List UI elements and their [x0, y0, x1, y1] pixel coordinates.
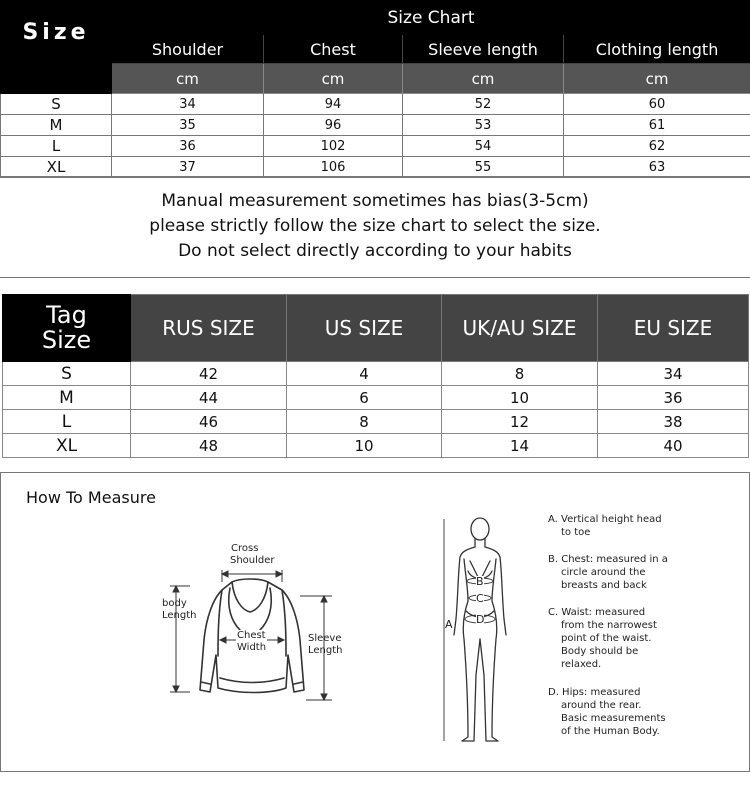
- value-cell: 6: [287, 386, 442, 410]
- col-header-sleeve-length: Sleeve length: [403, 35, 564, 64]
- note-line: Body should be: [561, 646, 639, 657]
- value-cell: 44: [131, 386, 287, 410]
- col-header-us-size: US SIZE: [287, 295, 442, 362]
- value-cell: 102: [264, 136, 403, 157]
- measure-note-d: [548, 686, 744, 738]
- note-line: B. Chest: measured in a: [548, 554, 668, 565]
- value-cell: 52: [403, 94, 564, 115]
- label-line: Chest: [237, 630, 266, 641]
- measure-note-b: [548, 553, 744, 592]
- col-header-rus-size: RUS SIZE: [131, 295, 287, 362]
- col-header-clothing-length: Clothing length: [564, 35, 750, 64]
- note-line: breasts and back: [561, 580, 647, 591]
- size-cell: XL: [1, 157, 112, 178]
- col-header-eu-size: EU SIZE: [598, 295, 749, 362]
- measure-note-c: [548, 606, 744, 671]
- marker-c: C: [476, 592, 484, 605]
- tag-label: Tag: [46, 301, 87, 329]
- table-row: [3, 410, 749, 434]
- measurement-notice: [0, 176, 750, 278]
- size-cell: S: [3, 362, 131, 386]
- value-cell: 10: [442, 386, 598, 410]
- sleeve-length-label: [308, 633, 343, 657]
- col-header-chest: Chest: [264, 35, 403, 64]
- note-line: D. Hips: measured: [548, 687, 641, 698]
- table-row: [1, 115, 750, 136]
- value-cell: 12: [442, 410, 598, 434]
- value-cell: 94: [264, 94, 403, 115]
- note-line: C. Waist: measured: [548, 607, 646, 618]
- size-column-header: Size: [1, 1, 112, 64]
- table-row: [1, 157, 750, 178]
- notice-line: Manual measurement sometimes has bias(3-5cm): [161, 191, 589, 211]
- value-cell: 37: [112, 157, 264, 178]
- human-body-illustration: [440, 515, 520, 747]
- value-cell: 46: [131, 410, 287, 434]
- unit-cell: cm: [564, 64, 750, 94]
- value-cell: 53: [403, 115, 564, 136]
- table-row: [1, 94, 750, 115]
- note-line: circle around the: [561, 567, 646, 578]
- value-cell: 10: [287, 434, 442, 458]
- unit-spacer: [1, 64, 112, 94]
- value-cell: 60: [564, 94, 750, 115]
- table-row: [3, 434, 749, 458]
- table-row: [3, 362, 749, 386]
- size-cell: M: [3, 386, 131, 410]
- marker-a: A: [445, 618, 453, 631]
- size-label: Size: [41, 326, 92, 354]
- size-cell: S: [1, 94, 112, 115]
- value-cell: 62: [564, 136, 750, 157]
- tag-size-table: [2, 294, 749, 458]
- value-cell: 36: [112, 136, 264, 157]
- table-row: [1, 136, 750, 157]
- measure-note-a: [548, 513, 744, 539]
- note-line: around the rear.: [561, 700, 642, 711]
- table-row: [3, 386, 749, 410]
- value-cell: 14: [442, 434, 598, 458]
- size-chart-title: Size Chart: [112, 1, 750, 35]
- value-cell: 4: [287, 362, 442, 386]
- size-cell: M: [1, 115, 112, 136]
- size-chart-table: [0, 0, 750, 178]
- value-cell: 96: [264, 115, 403, 136]
- label-line: body: [162, 598, 187, 609]
- value-cell: 35: [112, 115, 264, 136]
- note-line: relaxed.: [561, 659, 602, 670]
- value-cell: 55: [403, 157, 564, 178]
- value-cell: 8: [442, 362, 598, 386]
- unit-cell: cm: [112, 64, 264, 94]
- value-cell: 54: [403, 136, 564, 157]
- note-line: point of the waist.: [561, 633, 652, 644]
- note-line: to toe: [561, 527, 591, 538]
- note-line: from the narrowest: [561, 620, 657, 631]
- cross-shoulder-label: [231, 543, 275, 567]
- note-line: of the Human Body.: [561, 726, 660, 737]
- value-cell: 38: [598, 410, 749, 434]
- notice-line: Do not select directly according to your habits: [178, 241, 572, 261]
- note-line: Basic measurements: [561, 713, 666, 724]
- value-cell: 61: [564, 115, 750, 136]
- size-cell: L: [3, 410, 131, 434]
- label-line: Length: [308, 645, 343, 656]
- label-line: Sleeve: [308, 633, 342, 644]
- value-cell: 34: [598, 362, 749, 386]
- value-cell: 36: [598, 386, 749, 410]
- col-header-uk-au-size: UK/AU SIZE: [442, 295, 598, 362]
- value-cell: 48: [131, 434, 287, 458]
- value-cell: 40: [598, 434, 749, 458]
- unit-cell: cm: [264, 64, 403, 94]
- marker-b: B: [476, 575, 484, 588]
- tag-size-header: [3, 295, 131, 362]
- value-cell: 63: [564, 157, 750, 178]
- label-line: Shoulder: [230, 555, 275, 566]
- unit-cell: cm: [403, 64, 564, 94]
- value-cell: 42: [131, 362, 287, 386]
- size-cell: L: [1, 136, 112, 157]
- col-header-shoulder: Shoulder: [112, 35, 264, 64]
- label-line: Length: [162, 610, 197, 621]
- size-cell: XL: [3, 434, 131, 458]
- body-length-label: [162, 598, 197, 622]
- note-line: A. Vertical height head: [548, 514, 662, 525]
- value-cell: 8: [287, 410, 442, 434]
- chest-width-label: [236, 630, 267, 654]
- value-cell: 34: [112, 94, 264, 115]
- value-cell: 106: [264, 157, 403, 178]
- label-line: Width: [237, 642, 267, 653]
- notice-line: please strictly follow the size chart to select the size.: [149, 216, 601, 236]
- how-to-measure-title: How To Measure: [26, 488, 156, 507]
- marker-d: D: [476, 613, 485, 626]
- label-line: Cross: [231, 543, 259, 554]
